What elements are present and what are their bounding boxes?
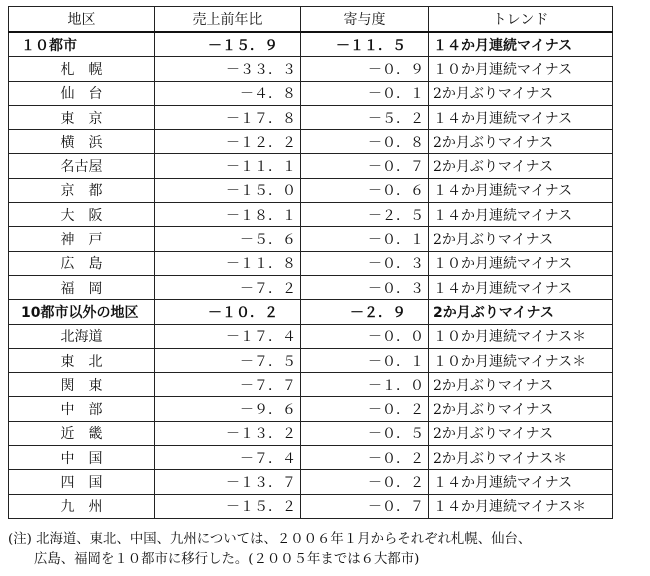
trend-cell: １４か月連続マイナス xyxy=(429,203,613,227)
trend-cell: １０か月連続マイナス xyxy=(429,57,613,81)
trend-cell: 2か月ぶりマイナス xyxy=(429,130,613,154)
yoy-cell: －１８．１ xyxy=(155,203,301,227)
table-row xyxy=(9,275,613,299)
sales-table xyxy=(8,6,613,519)
contribution-cell: －０．１ xyxy=(301,348,429,372)
trend-cell: １０か月連続マイナス＊ xyxy=(429,348,613,372)
region-cell: 横 浜 xyxy=(9,130,155,154)
region-cell: 名古屋 xyxy=(9,154,155,178)
table-row xyxy=(9,130,613,154)
trend-cell: １４か月連続マイナス xyxy=(429,470,613,494)
contribution-cell: －０．９ xyxy=(301,57,429,81)
table-row xyxy=(9,251,613,275)
region-cell: 札 幌 xyxy=(9,57,155,81)
yoy-cell: －１７．８ xyxy=(155,105,301,129)
contribution-cell: －０．５ xyxy=(301,421,429,445)
trend-cell: １４か月連続マイナス xyxy=(429,275,613,299)
header-region: 地区 xyxy=(9,7,155,33)
header-yoy: 売上前年比 xyxy=(155,7,301,33)
table-row xyxy=(9,494,613,518)
trend-cell: 2か月ぶりマイナス＊ xyxy=(429,446,613,470)
contribution-cell: －１．０ xyxy=(301,373,429,397)
table-row xyxy=(9,470,613,494)
table-row xyxy=(9,227,613,251)
yoy-cell: －１１．８ xyxy=(155,251,301,275)
table-row xyxy=(9,154,613,178)
trend-cell: １０か月連続マイナス xyxy=(429,251,613,275)
region-cell: 大 阪 xyxy=(9,203,155,227)
contribution-cell: －０．６ xyxy=(301,178,429,202)
table-row xyxy=(9,105,613,129)
contribution-cell: －２．５ xyxy=(301,203,429,227)
region-cell: 広 島 xyxy=(9,251,155,275)
yoy-cell: －１３．７ xyxy=(155,470,301,494)
footnote xyxy=(8,530,640,570)
contribution-cell: －０．２ xyxy=(301,397,429,421)
header-row xyxy=(9,7,613,33)
yoy-cell: －３３．３ xyxy=(155,57,301,81)
footnote-line-1: (注) 北海道、東北、中国、九州については、２００６年１月からそれぞれ札幌、仙台、 xyxy=(8,532,532,547)
yoy-cell: －４．８ xyxy=(155,81,301,105)
trend-cell: １４か月連続マイナス xyxy=(429,105,613,129)
table-row-group xyxy=(9,32,613,57)
contribution-cell: －５．２ xyxy=(301,105,429,129)
yoy-cell: －５．６ xyxy=(155,227,301,251)
region-cell: 北海道 xyxy=(9,324,155,348)
yoy-cell: －１７．４ xyxy=(155,324,301,348)
table-row xyxy=(9,324,613,348)
region-cell: 仙 台 xyxy=(9,81,155,105)
table-row xyxy=(9,397,613,421)
trend-cell: 2か月ぶりマイナス xyxy=(429,373,613,397)
yoy-cell: －１５．９ xyxy=(155,32,301,57)
region-cell: 10都市以外の地区 xyxy=(9,300,155,324)
trend-cell: 2か月ぶりマイナス xyxy=(429,421,613,445)
contribution-cell: －０．０ xyxy=(301,324,429,348)
region-cell: 九 州 xyxy=(9,494,155,518)
table-row xyxy=(9,203,613,227)
contribution-cell: －０．１ xyxy=(301,227,429,251)
contribution-cell: －０．７ xyxy=(301,154,429,178)
region-cell: 中 部 xyxy=(9,397,155,421)
table-row xyxy=(9,57,613,81)
contribution-cell: －１１．５ xyxy=(301,32,429,57)
yoy-cell: －７．５ xyxy=(155,348,301,372)
contribution-cell: －０．８ xyxy=(301,130,429,154)
table-row xyxy=(9,446,613,470)
yoy-cell: －７．４ xyxy=(155,446,301,470)
region-cell: １０都市 xyxy=(9,32,155,57)
region-cell: 近 畿 xyxy=(9,421,155,445)
yoy-cell: －１２．２ xyxy=(155,130,301,154)
contribution-cell: －０．７ xyxy=(301,494,429,518)
yoy-cell: －９．６ xyxy=(155,397,301,421)
yoy-cell: －１５．２ xyxy=(155,494,301,518)
region-cell: 東 北 xyxy=(9,348,155,372)
trend-cell: 2か月ぶりマイナス xyxy=(429,397,613,421)
table-row xyxy=(9,348,613,372)
contribution-cell: －０．２ xyxy=(301,470,429,494)
contribution-cell: －０．３ xyxy=(301,251,429,275)
table-row xyxy=(9,373,613,397)
contribution-cell: －０．１ xyxy=(301,81,429,105)
region-cell: 四 国 xyxy=(9,470,155,494)
contribution-cell: －０．３ xyxy=(301,275,429,299)
footnote-line-2: 広島、福岡を１０都市に移行した。(２００５年までは６大都市) xyxy=(34,552,420,567)
trend-cell: 2か月ぶりマイナス xyxy=(429,300,613,324)
contribution-cell: －２．９ xyxy=(301,300,429,324)
trend-cell: 2か月ぶりマイナス xyxy=(429,81,613,105)
yoy-cell: －１３．２ xyxy=(155,421,301,445)
trend-cell: １４か月連続マイナス xyxy=(429,178,613,202)
header-trend: トレンド xyxy=(429,7,613,33)
yoy-cell: －７．２ xyxy=(155,275,301,299)
header-contribution: 寄与度 xyxy=(301,7,429,33)
table-row xyxy=(9,421,613,445)
contribution-cell: －０．２ xyxy=(301,446,429,470)
trend-cell: 2か月ぶりマイナス xyxy=(429,227,613,251)
trend-cell: １０か月連続マイナス＊ xyxy=(429,324,613,348)
region-cell: 福 岡 xyxy=(9,275,155,299)
region-cell: 京 都 xyxy=(9,178,155,202)
table-row xyxy=(9,178,613,202)
table-body xyxy=(9,32,613,518)
region-cell: 神 戸 xyxy=(9,227,155,251)
yoy-cell: －７．７ xyxy=(155,373,301,397)
region-cell: 東 京 xyxy=(9,105,155,129)
region-cell: 中 国 xyxy=(9,446,155,470)
trend-cell: １４か月連続マイナス＊ xyxy=(429,494,613,518)
yoy-cell: －１０．２ xyxy=(155,300,301,324)
region-cell: 関 東 xyxy=(9,373,155,397)
yoy-cell: －１１．１ xyxy=(155,154,301,178)
yoy-cell: －１５．０ xyxy=(155,178,301,202)
table-row-group xyxy=(9,300,613,324)
table-row xyxy=(9,81,613,105)
table-header xyxy=(9,7,613,33)
trend-cell: １４か月連続マイナス xyxy=(429,32,613,57)
trend-cell: 2か月ぶりマイナス xyxy=(429,154,613,178)
